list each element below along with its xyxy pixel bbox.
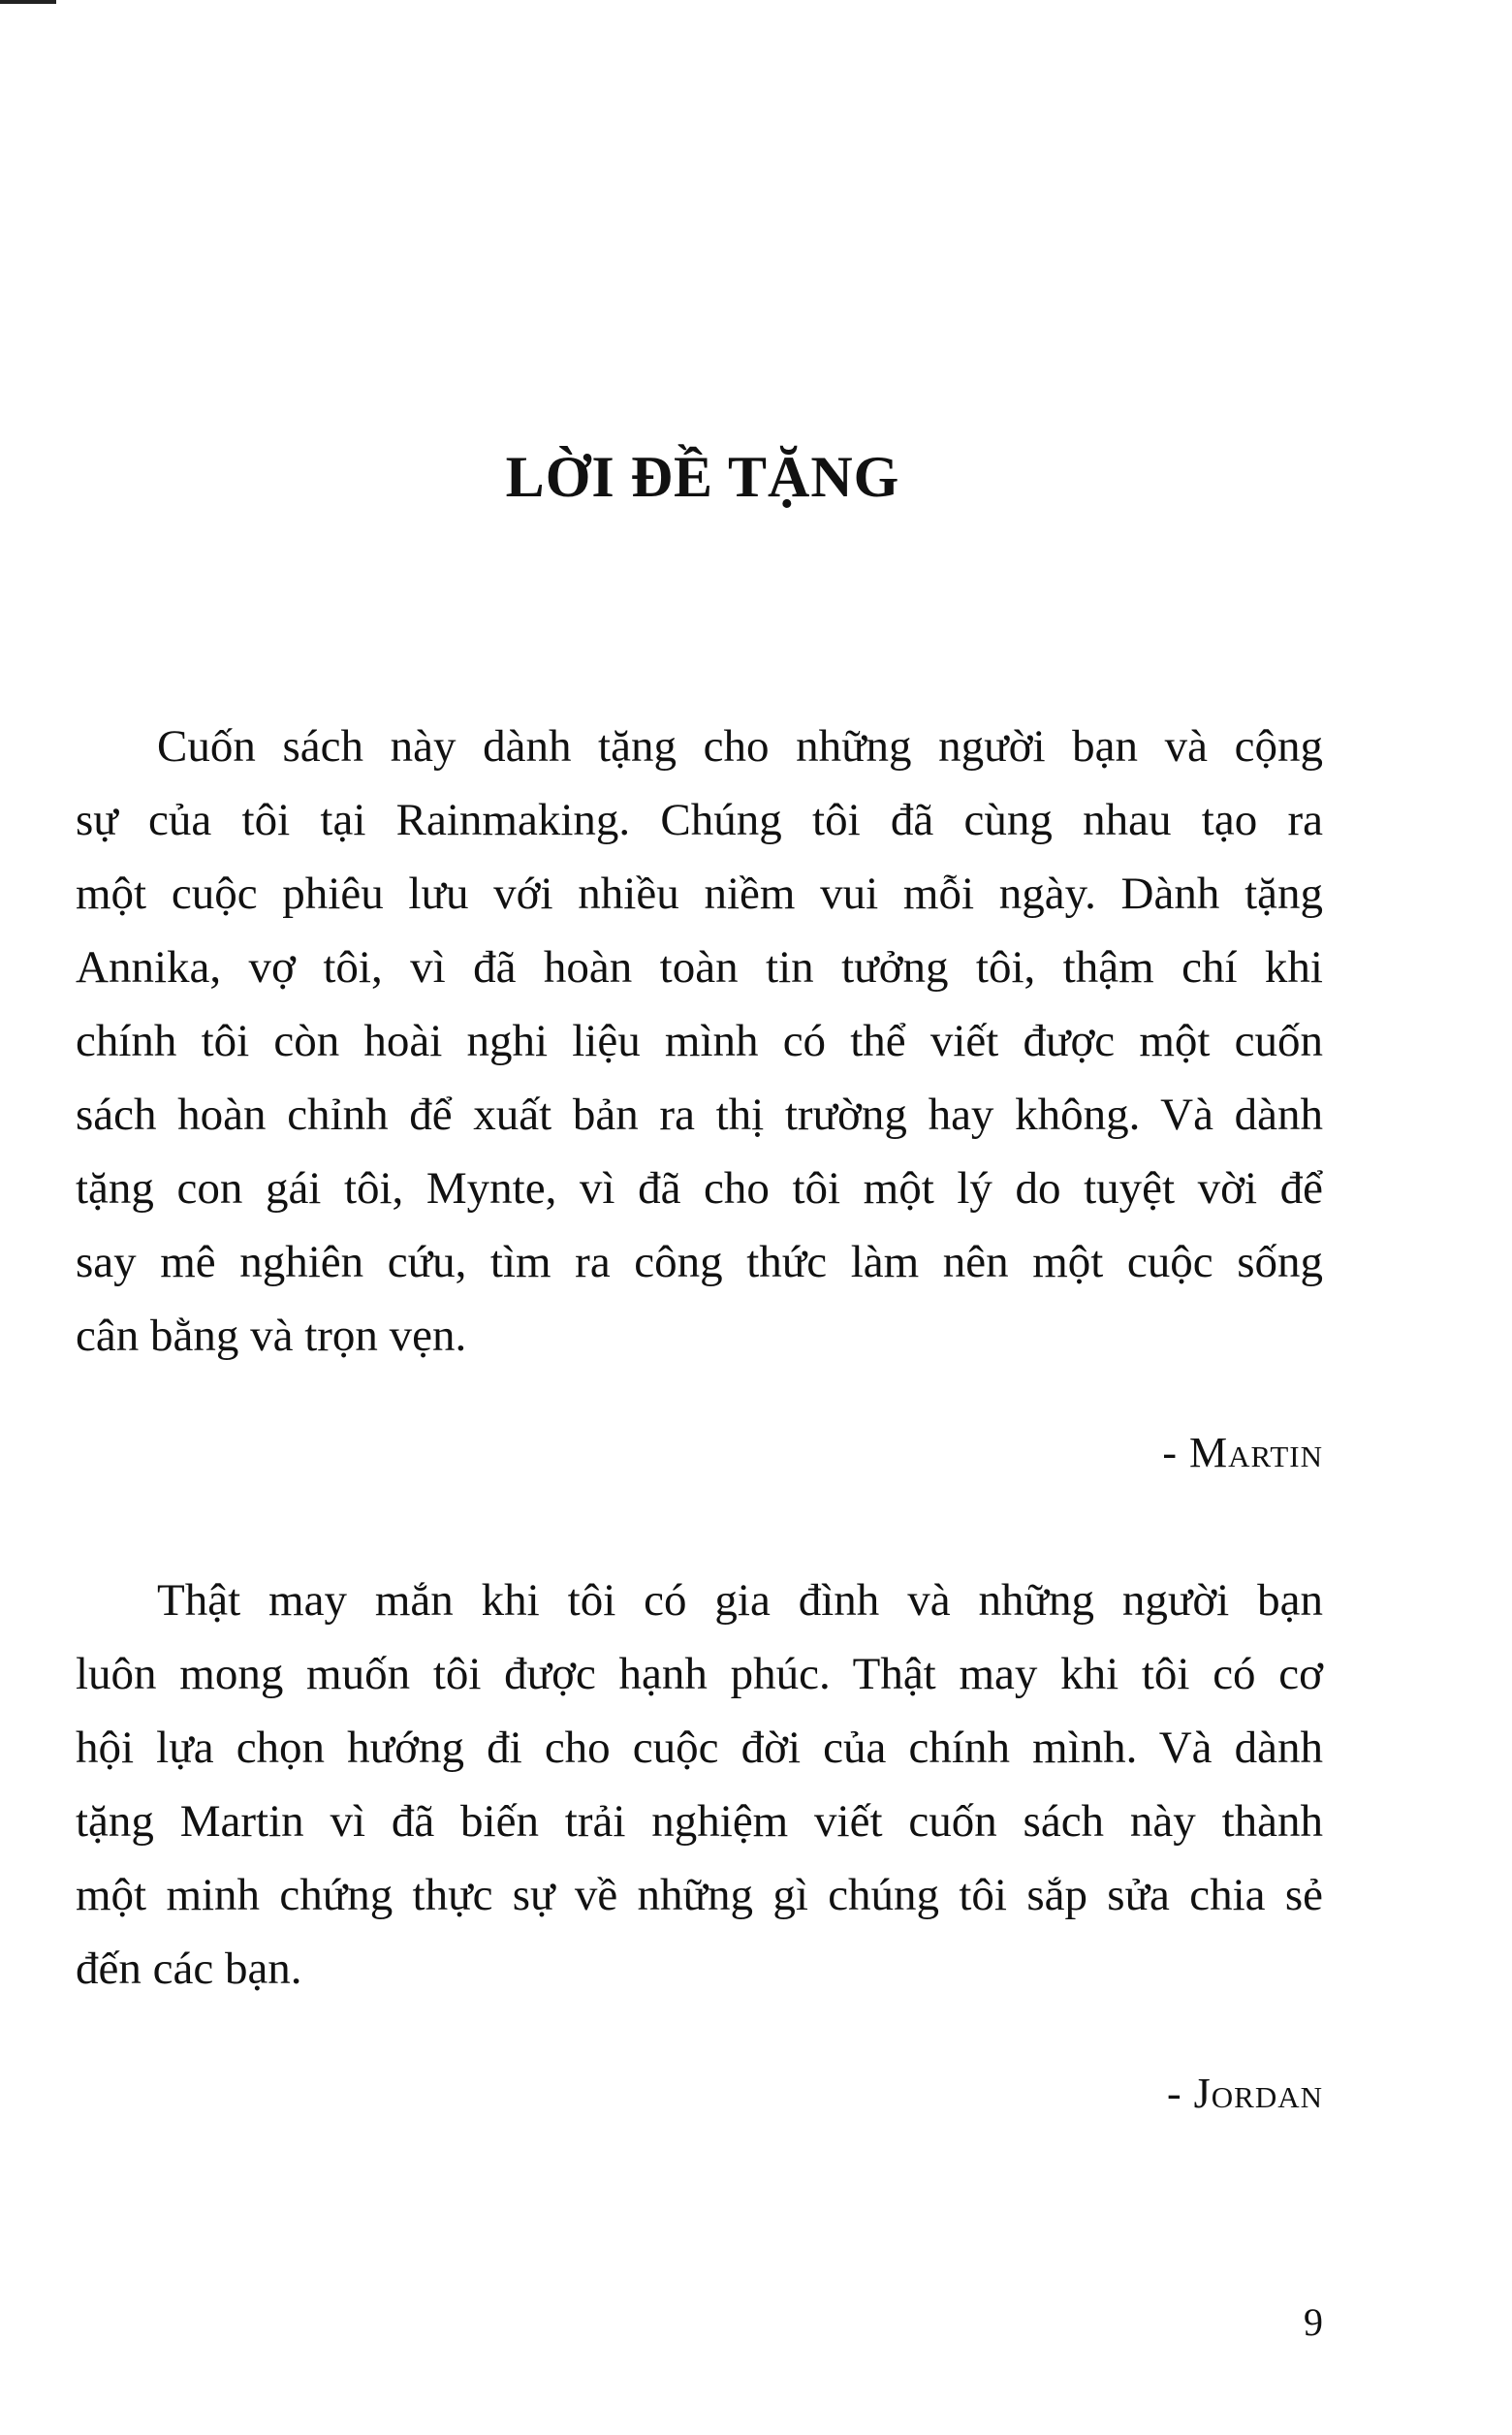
text-line: tặng Martin vì đã biến trải nghiệm viết cuốn sách này thành: [76, 1796, 1323, 1847]
text-line: một minh chứng thực sự về những gì chúng tôi sắp sửa chia sẻ: [76, 1870, 1323, 1920]
text-line: cân bằng và trọn vẹn.: [76, 1311, 467, 1361]
page-number: 9: [1304, 2300, 1323, 2344]
text-line: Annika, vợ tôi, vì đã hoàn toàn tin tưởng tôi, thậm chí khi: [76, 942, 1323, 993]
text-line: sự của tôi tại Rainmaking. Chúng tôi đã cùng nhau tạo ra: [76, 795, 1323, 845]
text-line: luôn mong muốn tôi được hạnh phúc. Thật may khi tôi có cơ: [76, 1649, 1323, 1699]
text-line: hội lựa chọn hướng đi cho cuộc đời của chính mình. Và dành: [76, 1723, 1323, 1773]
text-line: Cuốn sách này dành tặng cho những người bạn và cộng: [157, 721, 1323, 772]
text-line: say mê nghiên cứu, tìm ra công thức làm nên một cuộc sống: [76, 1237, 1323, 1287]
dedication-paragraph-jordan: [76, 1564, 1323, 2006]
text-line: sách hoàn chỉnh để xuất bản ra thị trường hay không. Và dành: [76, 1090, 1323, 1140]
page-title: LỜI ĐỀ TẶNG: [505, 445, 900, 509]
text-line: Thật may mắn khi tôi có gia đình và những người bạn: [157, 1575, 1323, 1626]
scan-edge-mark: [0, 0, 56, 4]
text-line: đến các bạn.: [76, 1944, 302, 1994]
signature-martin: - Martin: [1162, 1429, 1323, 1476]
text-line: chính tôi còn hoài nghi liệu mình có thể viết được một cuốn: [76, 1016, 1323, 1066]
text-line: một cuộc phiêu lưu với nhiều niềm vui mỗi ngày. Dành tặng: [76, 869, 1323, 919]
text-line: tặng con gái tôi, Mynte, vì đã cho tôi một lý do tuyệt vời để: [76, 1163, 1323, 1214]
dedication-paragraph-martin: [76, 710, 1323, 1373]
signature-jordan: - Jordan: [1166, 2070, 1323, 2117]
